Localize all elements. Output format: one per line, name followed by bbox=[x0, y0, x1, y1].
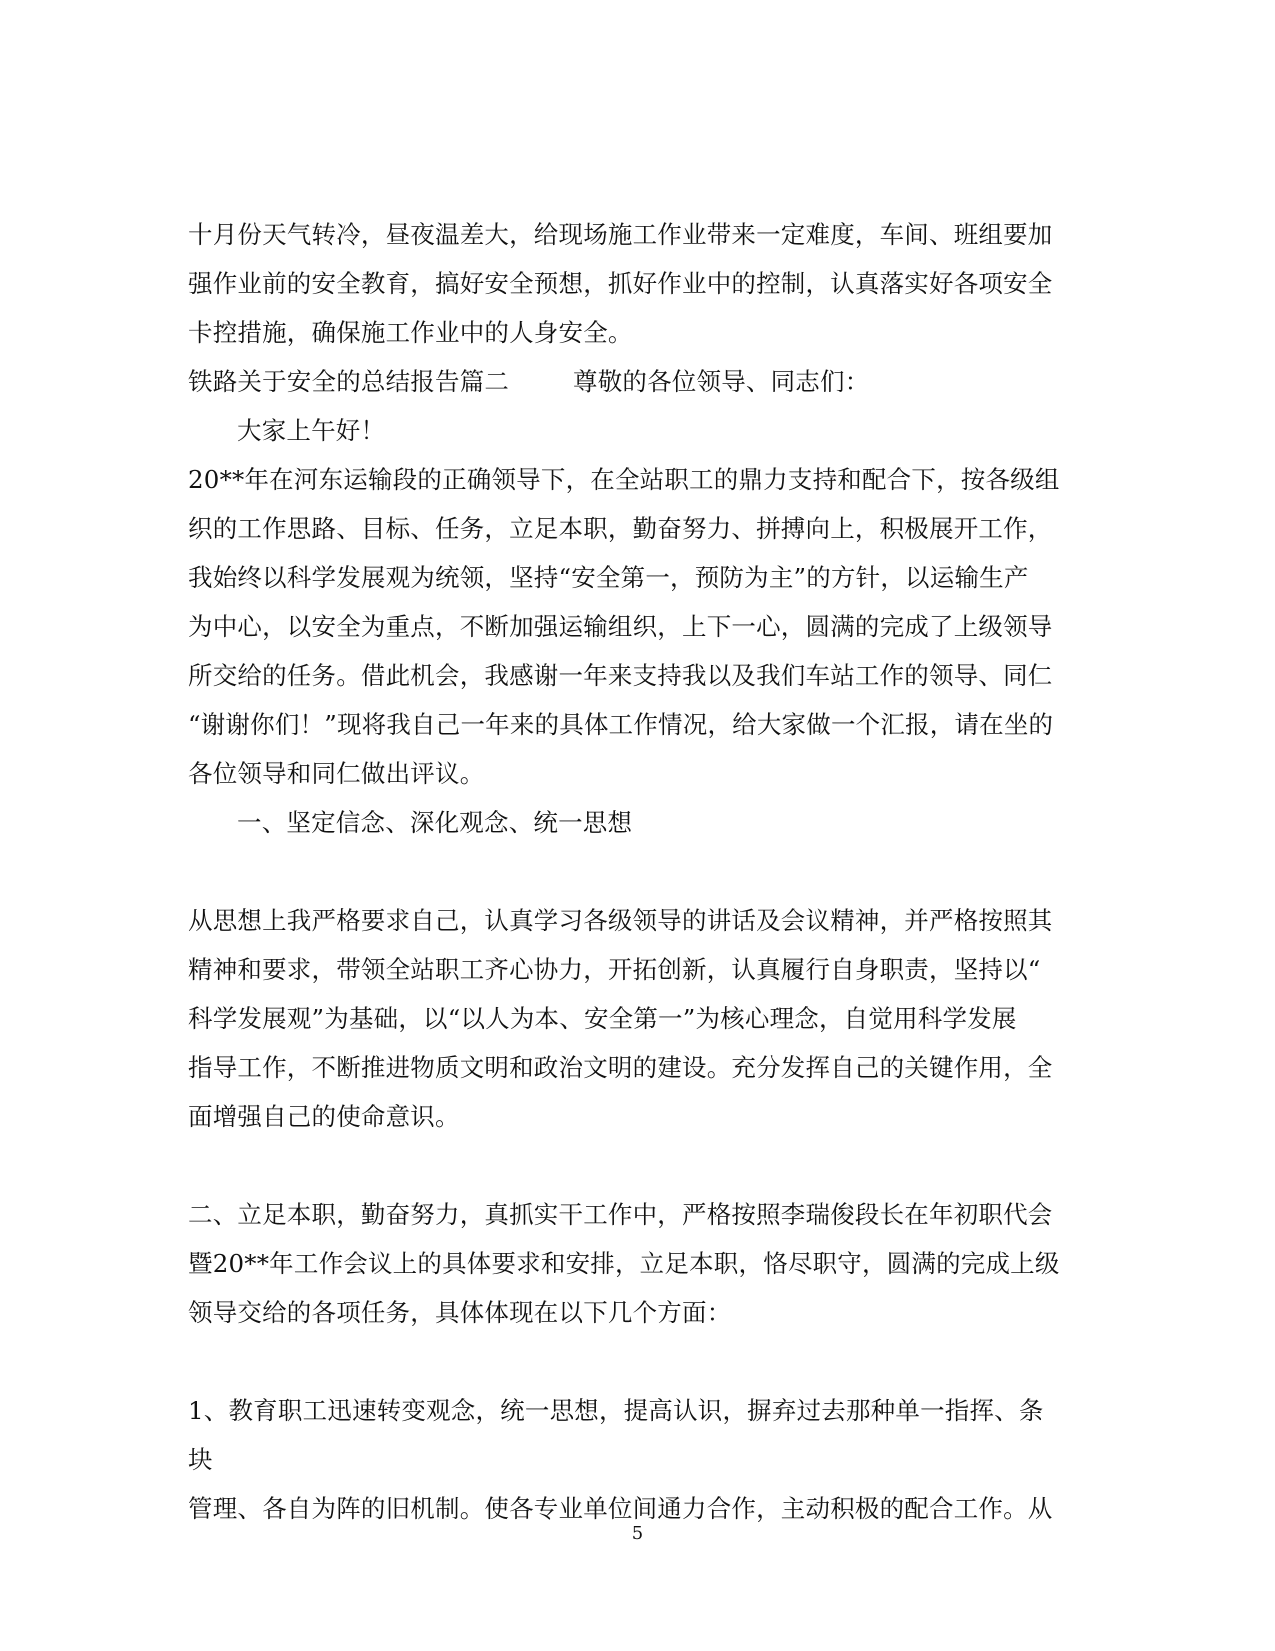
greeting-line: 大家上午好！ bbox=[237, 416, 386, 445]
text-line: “谢谢你们！”现将我自己一年来的具体工作情况，给大家做一个汇报，请在坐的 bbox=[188, 710, 1054, 739]
text-line: 指导工作，不断推进物质文明和政治文明的建设。充分发挥自己的关键作用，全 bbox=[188, 1053, 1053, 1082]
section-heading-line: 铁路关于安全的总结报告篇二 尊敬的各位领导、同志们： bbox=[188, 367, 870, 396]
text-line: 我始终以科学发展观为统领，坚持“安全第一，预防为主”的方针，以运输生产 bbox=[188, 563, 1029, 592]
text-line: 为中心，以安全为重点，不断加强运输组织，上下一心，圆满的完成了上级领导 bbox=[188, 612, 1053, 641]
page-number: 5 bbox=[631, 1523, 644, 1544]
text-line: 面增强自己的使命意识。 bbox=[188, 1102, 460, 1131]
text-line: 各位领导和同仁做出评议。 bbox=[188, 759, 485, 788]
paragraph-gap bbox=[188, 847, 1068, 896]
text-line: 从思想上我严格要求自己，认真学习各级领导的讲话及会议精神，并严格按照其 bbox=[188, 906, 1053, 935]
text-line: 暨20**年工作会议上的具体要求和安排，立足本职，恪尽职守，圆满的完成上级 bbox=[188, 1249, 1060, 1278]
text-line: 卡控措施，确保施工作业中的人身安全。 bbox=[188, 318, 633, 347]
text-line: 织的工作思路、目标、任务，立足本职，勤奋努力、拼搏向上，积极展开工作， bbox=[188, 514, 1053, 543]
text-line: 1、教育职工迅速转变观念，统一思想，提高认识，摒弃过去那种单一指挥、条块 bbox=[188, 1396, 1044, 1474]
text-line: 十月份天气转冷，昼夜温差大，给现场施工作业带来一定难度，车间、班组要加 bbox=[188, 220, 1053, 249]
subheading-line: 一、坚定信念、深化观念、统一思想 bbox=[237, 808, 633, 837]
text-line: 管理、各自为阵的旧机制。使各专业单位间通力合作，主动积极的配合工作。从 bbox=[188, 1494, 1053, 1523]
text-line: 20**年在河东运输段的正确领导下，在全站职工的鼎力支持和配合下，按各级组 bbox=[188, 465, 1060, 494]
document-body bbox=[188, 210, 1068, 1533]
text-line: 精神和要求，带领全站职工齐心协力，开拓创新，认真履行自身职责，坚持以“ bbox=[188, 955, 1041, 984]
paragraph-gap bbox=[188, 1141, 1068, 1190]
text-line: 二、立足本职，勤奋努力，真抓实干工作中，严格按照李瑞俊段长在年初职代会 bbox=[188, 1200, 1053, 1229]
text-line: 科学发展观”为基础，以“以人为本、安全第一”为核心理念，自觉用科学发展 bbox=[188, 1004, 1017, 1033]
text-line: 所交给的任务。借此机会，我感谢一年来支持我以及我们车站工作的领导、同仁 bbox=[188, 661, 1053, 690]
paragraph-gap bbox=[188, 1337, 1068, 1386]
text-line: 强作业前的安全教育，搞好安全预想，抓好作业中的控制，认真落实好各项安全 bbox=[188, 269, 1053, 298]
text-line: 领导交给的各项任务，具体体现在以下几个方面： bbox=[188, 1298, 732, 1327]
